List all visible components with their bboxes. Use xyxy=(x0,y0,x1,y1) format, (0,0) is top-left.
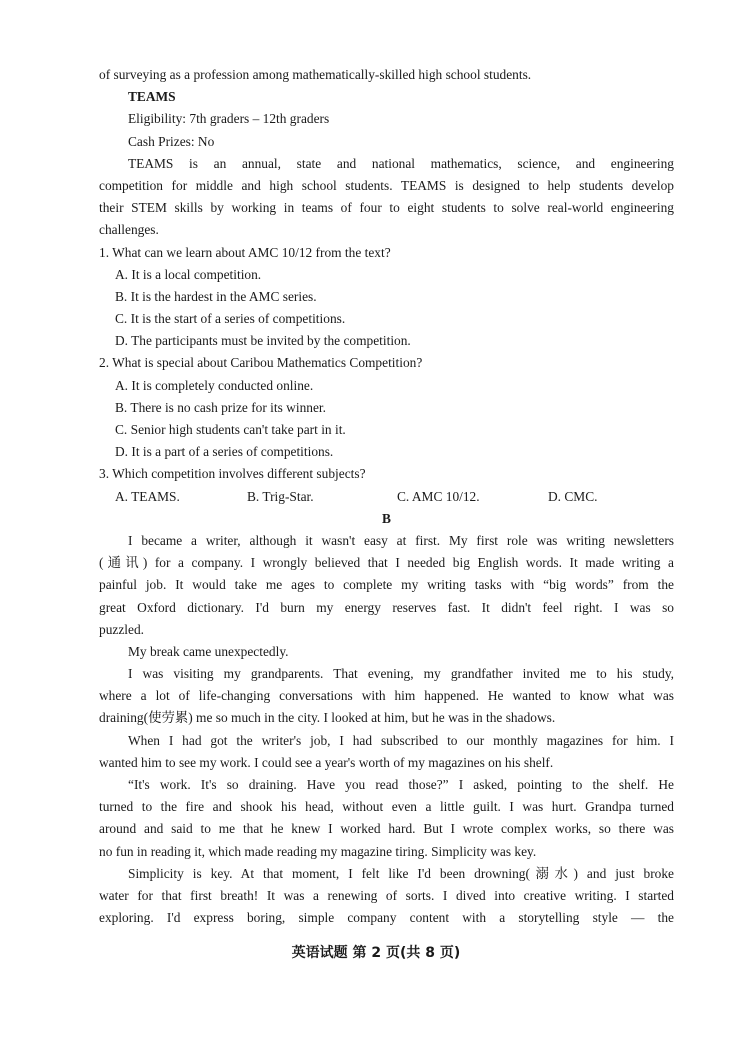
text-line: Simplicity is key. At that moment, I felt like I'd been drowning(溺水) and just broke xyxy=(128,865,674,881)
text-line: puzzled. xyxy=(99,621,144,637)
question-option: A. TEAMS. xyxy=(115,488,180,504)
question-1: 1. What can we learn about AMC 10/12 from the text? xyxy=(99,244,391,260)
question-option: D. The participants must be invited by the competition. xyxy=(115,333,411,349)
question-option: A. It is a local competition. xyxy=(115,266,262,282)
question-option: D. It is a part of a series of competitions. xyxy=(115,444,334,460)
text-line: (通讯) for a company. I wrongly believed that I needed big English words. It made writing a xyxy=(99,555,674,571)
text-line: My break came unexpectedly. xyxy=(128,643,289,659)
question-3: 3. Which competition involves different subjects? xyxy=(99,466,366,482)
text-line: TEAMS is an annual, state and national mathematics, science, and engineering xyxy=(128,155,674,171)
question-option: C. AMC 10/12. xyxy=(397,488,480,504)
text-line: exploring. I'd express boring, simple company content with a storytelling style — the xyxy=(99,910,674,926)
text-line: Cash Prizes: No xyxy=(128,133,215,149)
text-line: Eligibility: 7th graders – 12th graders xyxy=(128,111,330,127)
text-line: their STEM skills by working in teams of four to eight students to solve real-world engineering xyxy=(99,200,674,216)
text-line: of surveying as a profession among mathematically-skilled high school students. xyxy=(99,67,532,82)
text-line: I was visiting my grandparents. That evening, my grandfather invited me to his study, xyxy=(128,666,674,682)
question-option: B. It is the hardest in the AMC series. xyxy=(115,288,317,304)
text-line: painful job. It would take me ages to complete my writing tasks with “big words” from the xyxy=(99,577,674,593)
section-heading-b: B xyxy=(382,510,391,526)
text-line: where a lot of life-changing conversations with him happened. He wanted to know what was xyxy=(99,688,674,704)
question-option: A. It is completely conducted online. xyxy=(115,377,314,393)
page-content xyxy=(99,64,674,929)
text-line: around and said to me that he knew I worked hard. But I wrote complex works, so there was xyxy=(99,821,674,837)
question-option: B. Trig-Star. xyxy=(247,488,314,504)
text-line: turned to the fire and shook his head, without even a little guilt. I was hurt. Grandpa turned xyxy=(99,799,674,815)
text-line: I became a writer, although it wasn't easy at first. My first role was writing newsletters xyxy=(128,532,674,548)
text-line: no fun in reading it, which made reading my magazine tiring. Simplicity was key. xyxy=(99,843,537,859)
question-option: C. Senior high students can't take part in it. xyxy=(115,422,346,437)
question-option: B. There is no cash prize for its winner. xyxy=(115,399,326,415)
section-heading-teams: TEAMS xyxy=(128,89,176,105)
text-line: great Oxford dictionary. I'd burn my energy reserves fast. It didn't feel right. I was so xyxy=(99,599,674,615)
question-3-options xyxy=(99,486,674,508)
text-line: water for that first breath! It was a renewing of sorts. I dived into creative writing. I started xyxy=(99,887,674,903)
text-line: challenges. xyxy=(99,222,159,238)
question-2: 2. What is special about Caribou Mathematics Competition? xyxy=(99,355,423,371)
text-line: “It's work. It's so draining. Have you read those?” I asked, pointing to the shelf. He xyxy=(128,777,674,792)
question-option: C. It is the start of a series of competitions. xyxy=(115,311,346,327)
text-line: wanted him to see my work. I could see a year's worth of my magazines on his shelf. xyxy=(99,754,554,770)
text-line: competition for middle and high school students. TEAMS is designed to help students develop xyxy=(99,177,674,193)
text-line: draining(使劳累) me so much in the city. I looked at him, but he was in the shadows. xyxy=(99,710,556,726)
question-option: D. CMC. xyxy=(548,488,598,504)
text-line: When I had got the writer's job, I had subscribed to our monthly magazines for him. I xyxy=(128,732,674,748)
page-footer: 英语试题 第 2 页(共 8 页) xyxy=(291,945,461,961)
